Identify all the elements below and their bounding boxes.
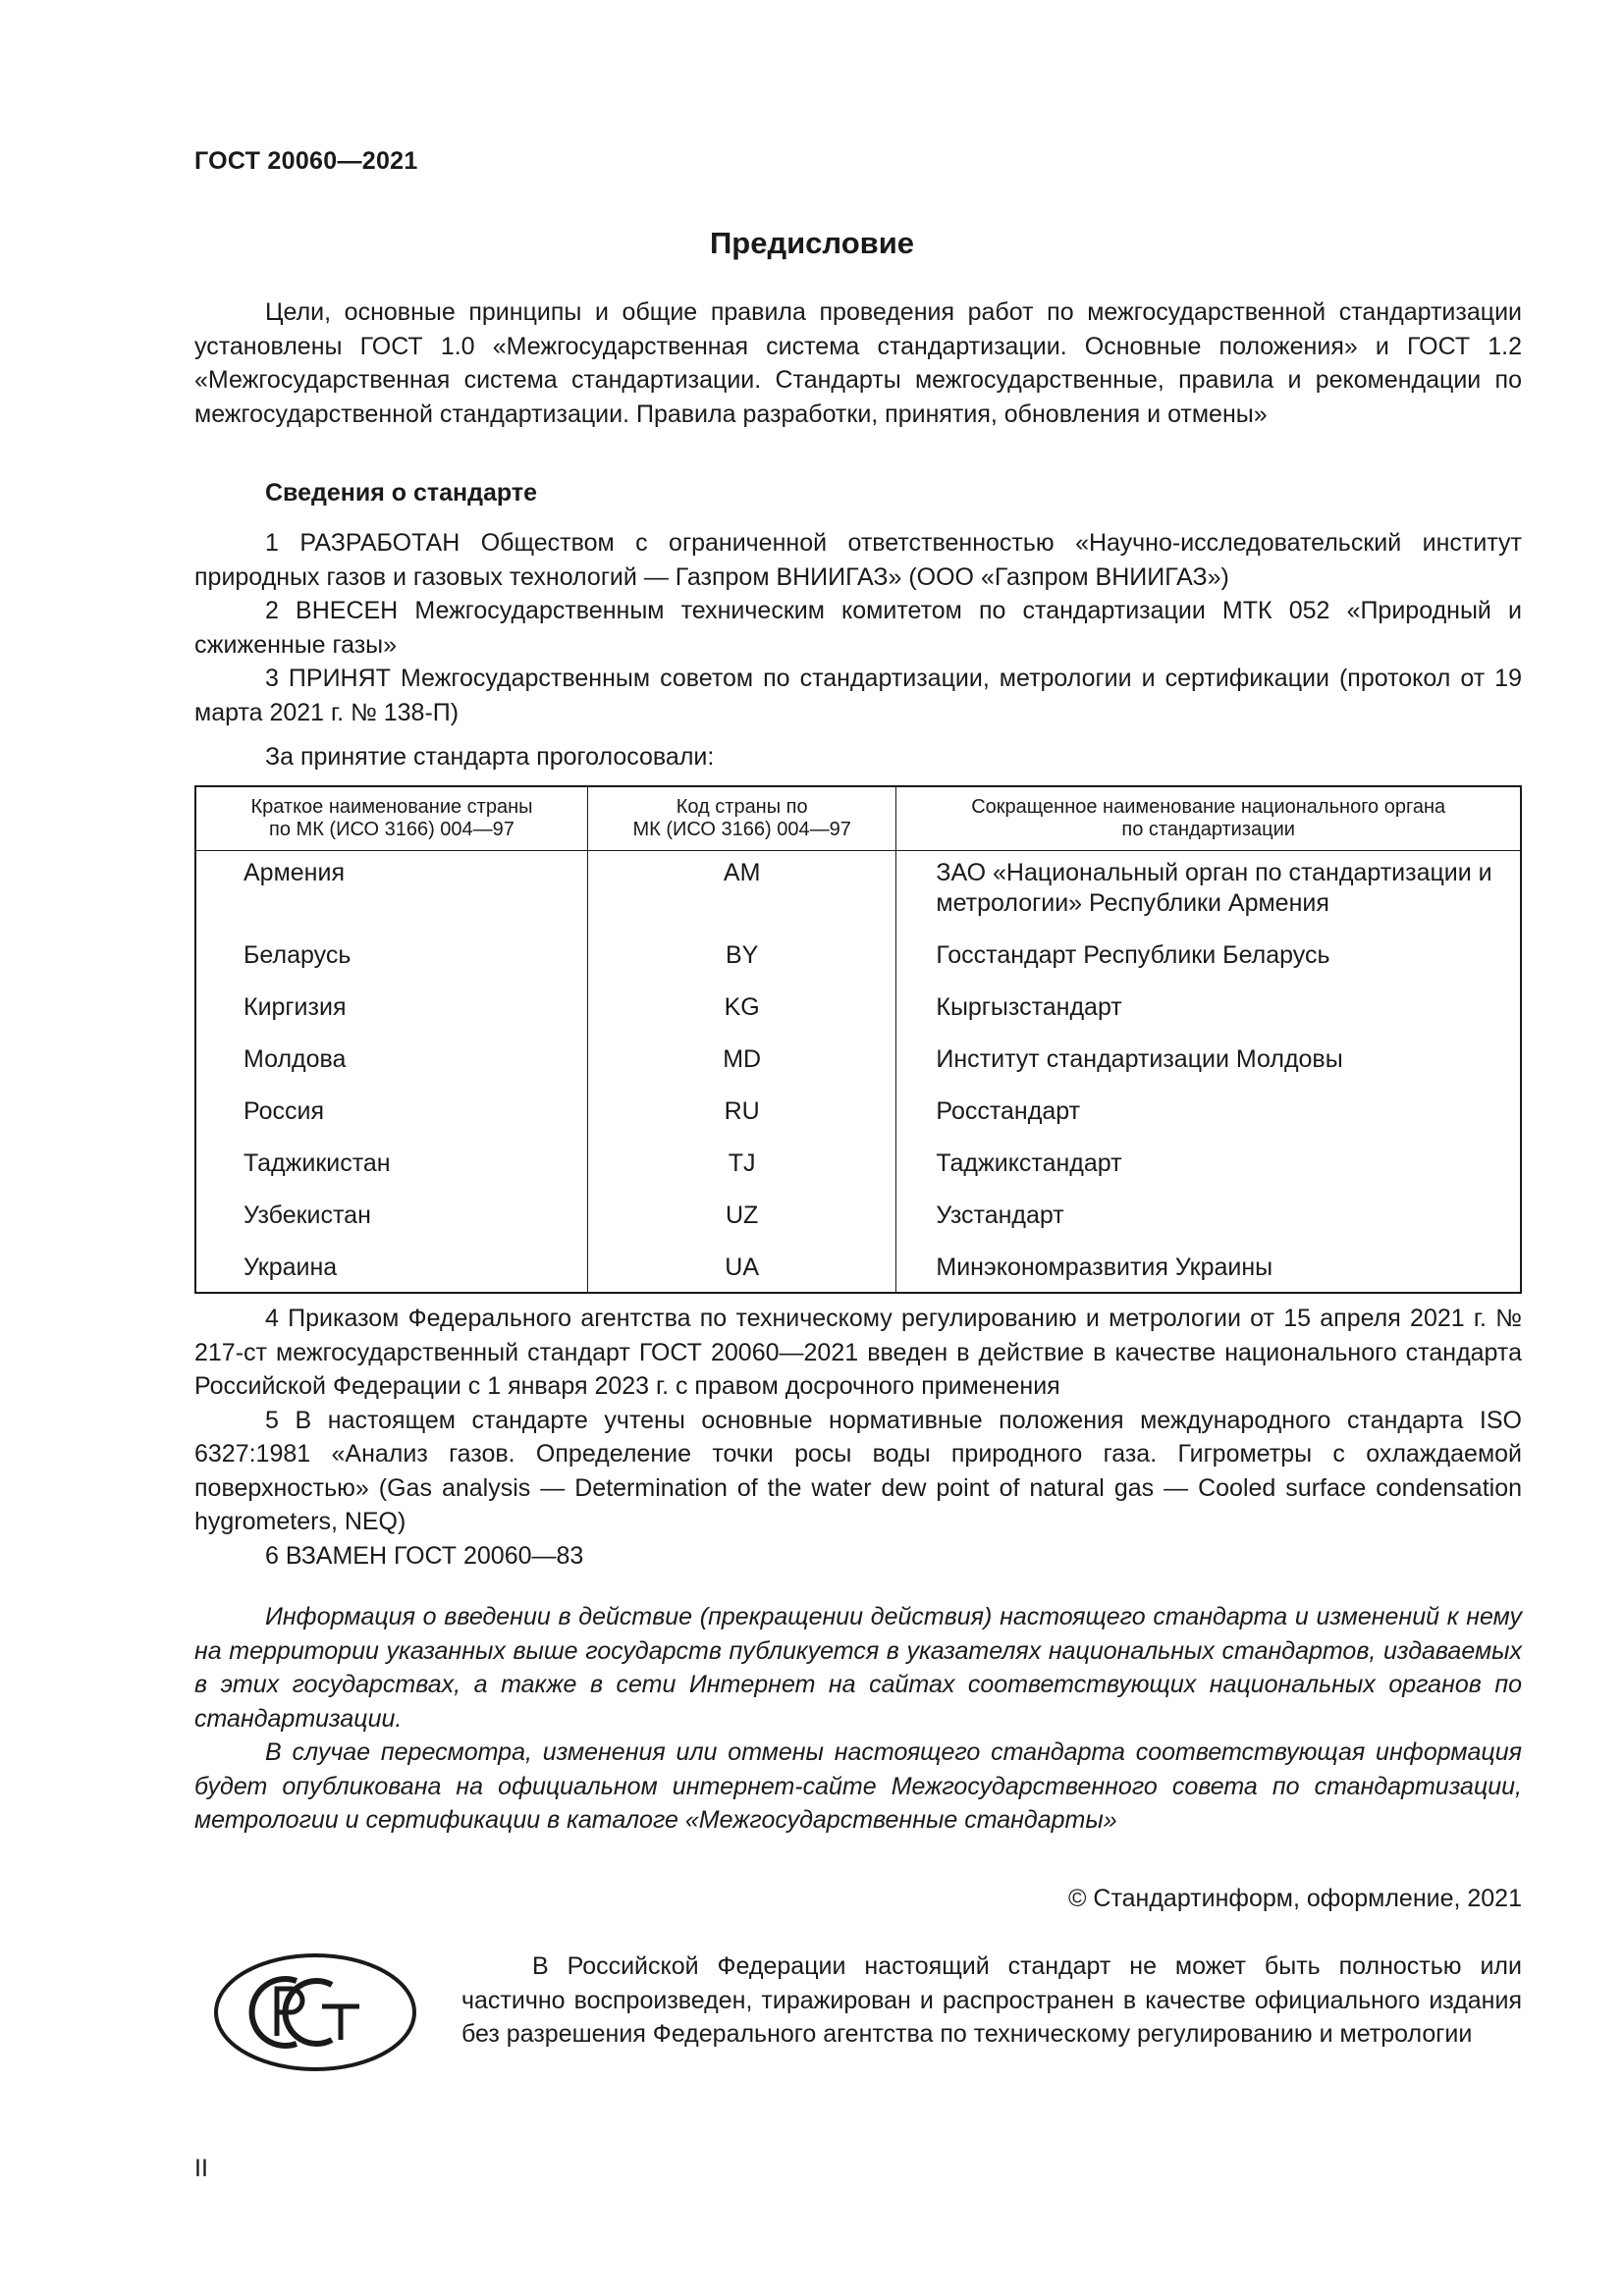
header-code-line1: Код страны по [676,795,808,818]
table-row [195,1041,1521,1094]
country-cell: Армения [195,851,587,938]
organ-cell: Узстандарт [936,1201,1064,1229]
header-code [587,786,895,851]
code-cell: TJ [587,1146,895,1198]
code-cell: KG [587,989,895,1041]
organ-cell: Госстандарт Республики Беларусь [936,941,1330,969]
table-row [195,851,1521,938]
country-cell: Молдова [195,1041,587,1094]
code-cell: BY [587,937,895,989]
table-row [195,1250,1521,1293]
organ-cell: Минэкономразвития Украины [936,1254,1273,1281]
item-iso-reference: 5 В настоящем стандарте учтены основные нормативные положения международного стандарта ISO 6327:1981 «Анализ газов. Определение точки росы воды природного газа. Гигрометры с охлаждаемой поверхностью» (Gas analysis — Determination of the water dew point of natural gas — Cooled surface condensation hygrometers, NEQ) [194,1406,1522,1535]
header-organ [896,786,1521,851]
intro-section [194,295,1522,431]
code-cell: AM [587,851,895,938]
page-title: Предисловие [709,226,914,260]
item-adopted: 3 ПРИНЯТ Межгосударственным советом по стандартизации, метрологии и сертификации (протокол от 19 марта 2021 г. № 138-П) [194,665,1522,726]
code-cell: UA [587,1250,895,1293]
reproduction-notice-text: В Российской Федерации настоящий стандарт не может быть полностью или частично воспроизведен, тиражирован и распространен в качестве официального издания без разрешения Федерального агентства по техническому регулированию и метрологии [461,1952,1522,2048]
code-cell: RU [587,1094,895,1146]
rst-logo-icon [212,1951,418,2073]
info-heading: Сведения о стандарте [265,479,538,507]
rst-logo-text: РСТ [212,1951,214,1952]
reproduction-notice [461,1949,1522,2052]
voting-table [194,785,1522,1294]
country-cell: Беларусь [195,937,587,989]
table-row [195,1146,1521,1198]
country-cell: Киргизия [195,989,587,1041]
organ-cell: ЗАО «Национальный орган по стандартизации и метрологии» Республики Армения [936,859,1492,917]
organ-cell: Росстандарт [936,1097,1081,1125]
table-row [195,989,1521,1041]
code-cell: UZ [587,1198,895,1250]
vote-intro: За принятие стандарта проголосовали: [265,743,715,771]
country-cell: Россия [195,1094,587,1146]
country-cell: Украина [195,1250,587,1293]
document-code-header: ГОСТ 20060—2021 [194,147,418,175]
code-cell: MD [587,1041,895,1094]
header-organ-line1: Сокращенное наименование национального органа [971,795,1446,818]
header-country-line1: Краткое наименование страны [250,795,533,818]
header-code-line2: МК (ИСО 3166) 004—97 [632,818,851,840]
items-top-list [194,526,1522,729]
intro-paragraph: Цели, основные принципы и общие правила проведения работ по межгосударственной стандартизации установлены ГОСТ 1.0 «Межгосударственная система стандартизации. Основные положения» и ГОСТ 1.2 «Межгосударственная система стандартизации. Стандарты межгосударственные, правила и рекомендации по межгосударственной стандартизации. Правила разработки, принятия, обновления и отмены» [194,298,1522,428]
organ-cell: Кыргызстандарт [936,993,1122,1021]
revision-note: В случае пересмотра, изменения или отмены настоящего стандарта соответствующая информация будет опубликована на официальном интернет-сайте Межгосударственного совета по стандартизации, метрологии и сертификации в каталоге «Межгосударственные стандарты» [194,1738,1522,1834]
info-publication-note: Информация о введении в действие (прекращении действия) настоящего стандарта и изменений к нему на территории указанных выше государств публикуется в указателях национальных стандартов, издаваемых в этих государствах, а также в сети Интернет на сайтах соответствующих национальных органов по стандартизации. [194,1603,1522,1733]
copyright-line: © Стандартинформ, оформление, 2021 [1068,1885,1522,1912]
info-section [194,476,1522,510]
organ-cell: Таджикстандарт [936,1149,1122,1177]
country-cell: Узбекистан [195,1198,587,1250]
vote-intro-section [194,740,1522,774]
item-enacted: 4 Приказом Федерального агентства по техническому регулированию и метрологии от 15 апреля 2021 г. № 217-ст межгосударственный стандарт ГОСТ 20060—2021 введен в действие в качестве национального стандарта Российской Федерации с 1 января 2023 г. с правом досрочного применения [194,1305,1522,1400]
page-number: II [194,2155,208,2182]
items-bottom-list [194,1302,1522,1573]
table-row [195,1198,1521,1250]
table-row [195,1094,1521,1146]
item-introduced: 2 ВНЕСЕН Межгосударственным техническим комитетом по стандартизации МТК 052 «Природный и сжиженные газы» [194,597,1522,659]
organ-cell: Институт стандартизации Молдовы [936,1045,1343,1073]
header-organ-line2: по стандартизации [1121,818,1295,840]
table-row [195,937,1521,989]
item-developed: 1 РАЗРАБОТАН Обществом с ограниченной ответственностью «Научно-исследовательский институт природных газов и газовых технологий — Газпром ВНИИГАЗ» (ООО «Газпром ВНИИГАЗ») [194,529,1522,591]
header-country-line2: по МК (ИСО 3166) 004—97 [269,818,514,840]
country-cell: Таджикистан [195,1146,587,1198]
italic-notes [194,1600,1522,1838]
item-replaces: 6 ВЗАМЕН ГОСТ 20060—83 [265,1541,584,1570]
header-country [195,786,587,851]
table-header-row [195,786,1521,851]
